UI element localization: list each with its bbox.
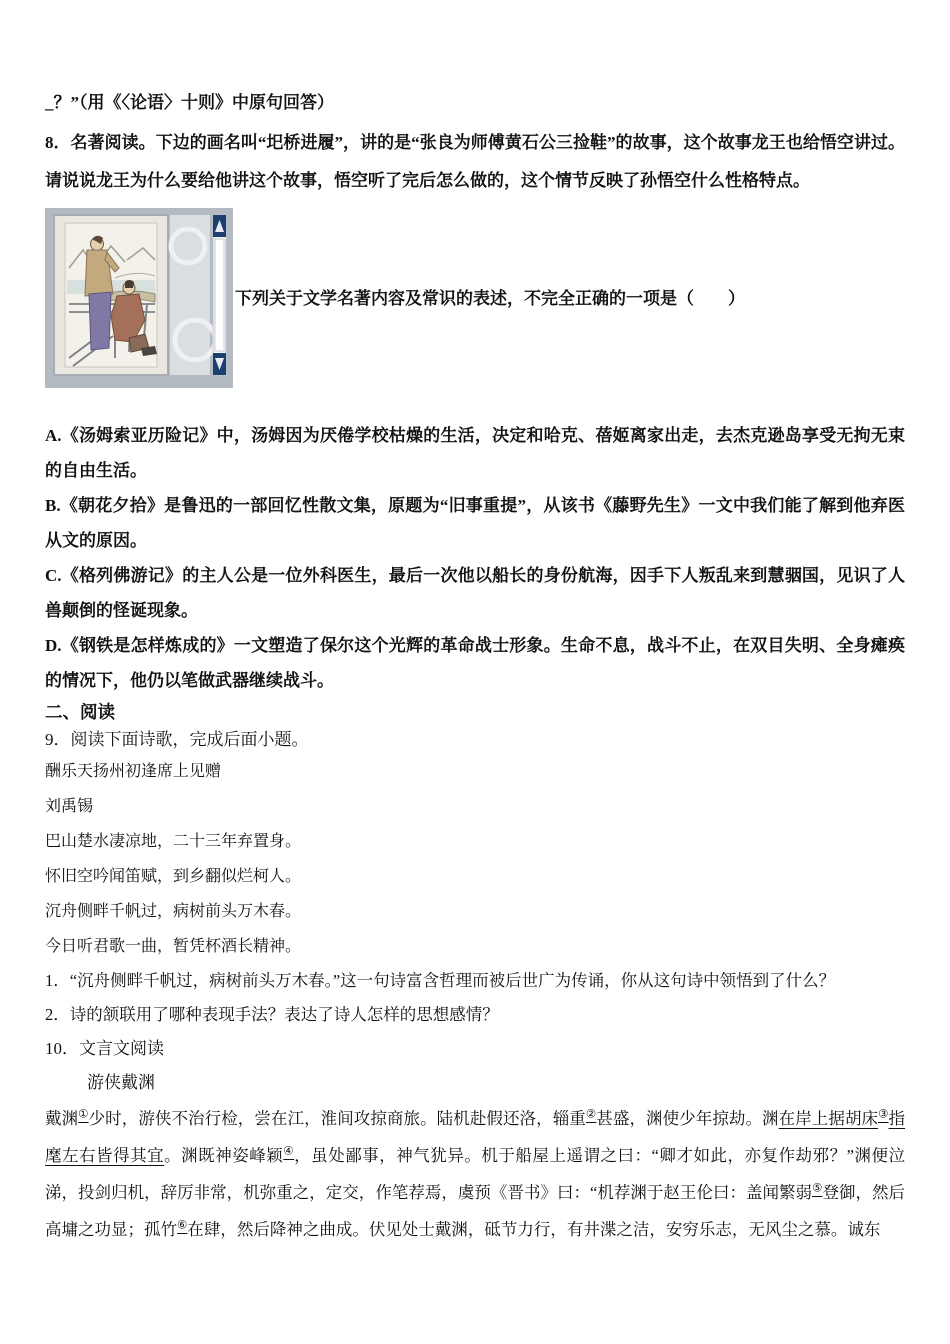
figure-row bbox=[45, 208, 905, 388]
section-2-heading: 二、阅读 bbox=[45, 702, 115, 722]
story-illustration bbox=[45, 208, 233, 388]
mcq-options bbox=[45, 418, 905, 698]
option-a: A.《汤姆索亚历险记》中，汤姆因为厌倦学校枯燥的生活，决定和哈克、蓓姬离家出走，去杰克逊岛享受无拘无束的自由生活。 bbox=[45, 426, 905, 480]
question-9-text: 9．阅读下面诗歌，完成后面小题。 bbox=[45, 730, 309, 749]
option-b: B.《朝花夕拾》是鲁迅的一部回忆性散文集，原题为“旧事重提”，从该书《藤野先生》一文中我们能了解到他弃医从文的原因。 bbox=[45, 496, 905, 550]
poem-title: 酬乐天扬州初逢席上见赠 bbox=[45, 763, 222, 780]
poem-line-3: 沉舟侧畔千帆过，病树前头万木春。 bbox=[45, 903, 302, 920]
decor-panel bbox=[170, 215, 215, 375]
poem-author: 刘禹锡 bbox=[45, 798, 94, 815]
sub-question-1: 1．“沉舟侧畔千帆过，病树前头万木春。”这一句诗富含哲理而被后世广为传诵，你从这句诗中领悟到了什么？ bbox=[45, 971, 836, 990]
sub-question-2: 2．诗的颔联用了哪种表现手法？表达了诗人怎样的思想感情？ bbox=[45, 1005, 499, 1024]
answer-hint-line: _？”（用《〈论语〉十则》中原句回答） bbox=[45, 93, 334, 112]
option-d: D.《钢铁是怎样炼成的》一文塑造了保尔这个光辉的革命战士形象。生命不息，战斗不止，在双目失明、全身瘫痪的情况下，他仍以笔做武器继续战斗。 bbox=[45, 636, 905, 690]
scrollbar-graphic bbox=[213, 215, 226, 375]
scroll-up-arrow-icon bbox=[213, 215, 226, 237]
poem-line-1: 巴山楚水凄凉地，二十三年弃置身。 bbox=[45, 833, 302, 850]
option-c: C.《格列佛游记》的主人公是一位外科医生，最后一次他以船长的身份航海，因手下人叛乱来到慧骃国，见识了人兽颠倒的怪诞现象。 bbox=[45, 566, 905, 620]
mcq-stem: 下列关于文学名著内容及常识的表述，不完全正确的一项是（ ） bbox=[235, 288, 745, 308]
passage-title: 游侠戴渊 bbox=[87, 1073, 155, 1092]
question-10-text: 10．文言文阅读 bbox=[45, 1039, 164, 1058]
poem-line-4: 今日听君歌一曲，暂凭杯酒长精神。 bbox=[45, 938, 302, 955]
question-8-text: 8．名著阅读。下边的画名叫“圯桥进履”，讲的是“张良为师傅黄石公三捡鞋”的故事，这个故事龙王也给悟空讲过。请说说龙王为什么要给他讲这个故事，悟空听了完后怎么做的，这个情节反映了孙悟空什么性格特点。 bbox=[45, 133, 905, 190]
poem-line-2: 怀旧空吟闻笛赋，到乡翻似烂柯人。 bbox=[45, 868, 302, 885]
story-illustration-image bbox=[45, 208, 233, 388]
scroll-down-arrow-icon bbox=[213, 353, 226, 375]
passage-text: 戴渊①少时，游侠不治行检，尝在江，淮间攻掠商旅。陆机赴假还洛，辎重②甚盛，渊使少年掠劫。渊在岸上据胡床③指麾左右皆得其宜。渊既神姿峰颖④，虽处鄙事，神气犹异。机于船屋上遥谓之曰：“卿才如此，亦复作劫邪？”渊便泣涕，投剑归机，辞厉非常，机弥重之，定交，作笔荐焉，虞预《晋书》曰：“机荐渊于赵王伦曰：盖闻繁弱⑤登御，然后高墉之功显；孤竹⑥在肆，然后降神之曲成。伏见处士戴渊，砥节力行，有井渫之洁，安穷乐志，无风尘之慕。诚东 bbox=[45, 1108, 906, 1239]
poem-block bbox=[45, 754, 905, 964]
